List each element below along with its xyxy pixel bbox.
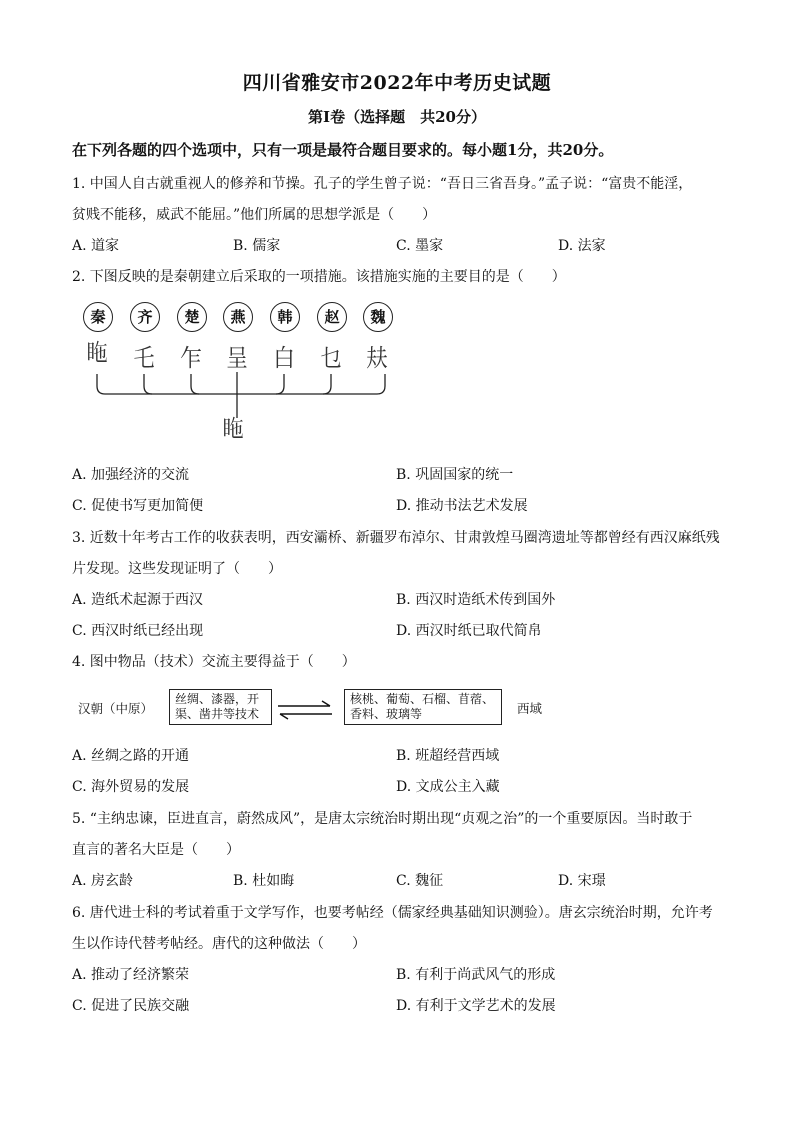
label-han-central: 汉朝（中原） bbox=[78, 701, 154, 716]
label-western-regions: 西域 bbox=[517, 701, 543, 716]
box-han-goods-line-2: 渠、凿井等技术 bbox=[175, 707, 260, 721]
q6-line-2: 生以作诗代替考帖经。唐代的这种做法（ ） bbox=[72, 936, 366, 952]
state-qi: 齐 bbox=[130, 302, 160, 332]
q5-option-a: A. 房玄龄 bbox=[72, 873, 134, 889]
state-yan: 燕 bbox=[223, 302, 253, 332]
state-chu: 楚 bbox=[177, 302, 207, 332]
section-subtitle: 第Ⅰ卷（选择题 共20分） bbox=[308, 108, 486, 126]
q6-option-d: D. 有利于文学艺术的发展 bbox=[396, 998, 556, 1014]
q3-option-d: D. 西汉时纸已取代简帛 bbox=[396, 623, 542, 639]
instructions: 在下列各题的四个选项中，只有一项是最符合题目要求的。每小题1分，共20分。 bbox=[72, 141, 614, 159]
q1-line-2: 贫贱不能移，威武不能屈。”他们所属的思想学派是（ ） bbox=[72, 207, 437, 223]
q1-option-b: B. 儒家 bbox=[233, 238, 281, 254]
q1-option-a: A. 道家 bbox=[72, 238, 120, 254]
q6-line-1: 6. 唐代进士科的考试着重于文学写作，也要考帖经（儒家经典基础知识测验）。唐玄宗统治时期，允许考 bbox=[72, 905, 713, 921]
q1-line-1: 1. 中国人自古就重视人的修养和节操。孔子的学生曾子说：“吾日三省吾身。”孟子说：“富贵不能淫， bbox=[72, 176, 693, 192]
glyph-qin: 𥅓 bbox=[86, 339, 108, 367]
q2-figure-script-unification bbox=[75, 300, 405, 460]
q6-option-c: C. 促进了民族交融 bbox=[72, 998, 190, 1014]
state-wei: 魏 bbox=[363, 302, 393, 332]
page-title: 四川省雅安市2022年中考历史试题 bbox=[242, 72, 552, 94]
glyph-wei: 㚘 bbox=[366, 344, 388, 372]
q2-option-d: D. 推动书法艺术发展 bbox=[396, 498, 528, 514]
q2-option-c: C. 促使书写更加简便 bbox=[72, 498, 204, 514]
q2-option-b: B. 巩固国家的统一 bbox=[396, 467, 514, 483]
glyph-zhao: 乜 bbox=[320, 344, 342, 372]
q5-option-c: C. 魏征 bbox=[396, 873, 444, 889]
box-western-goods-line-2: 香料、玻璃等 bbox=[350, 707, 423, 721]
box-western-goods bbox=[344, 689, 502, 725]
q3-option-b: B. 西汉时造纸术传到国外 bbox=[396, 592, 556, 608]
box-han-goods-line-1: 丝绸、漆器，开 bbox=[175, 692, 260, 706]
q3-line-2: 片发现。这些发现证明了（ ） bbox=[72, 561, 282, 577]
state-zhao: 赵 bbox=[317, 302, 347, 332]
glyph-chu: 乍 bbox=[180, 344, 202, 372]
box-han-goods bbox=[169, 689, 272, 725]
q5-line-1: 5. “主纳忠谏，臣进直言，蔚然成风”，是唐太宗统治时期出现“贞观之治”的一个重要原因。当时敢于 bbox=[72, 811, 693, 827]
q4-option-d: D. 文成公主入藏 bbox=[396, 779, 500, 795]
q2-line-1: 2. 下图反映的是秦朝建立后采取的一项措施。该措施实施的主要目的是（ ） bbox=[72, 269, 566, 285]
state-qin: 秦 bbox=[83, 302, 113, 332]
q4-line-1: 4. 图中物品（技术）交流主要得益于（ ） bbox=[72, 654, 356, 670]
q3-option-a: A. 造纸术起源于西汉 bbox=[72, 592, 204, 608]
q5-option-b: B. 杜如晦 bbox=[233, 873, 295, 889]
q4-option-b: B. 班超经营西域 bbox=[396, 748, 500, 764]
q4-figure-exchange bbox=[72, 686, 572, 730]
glyph-unified-qin: 𥅓 bbox=[222, 415, 244, 443]
box-western-goods-line-1: 核桃、葡萄、石榴、苜蓿、 bbox=[350, 692, 495, 706]
q5-line-2: 直言的著名大臣是（ ） bbox=[72, 842, 240, 858]
q5-option-d: D. 宋璟 bbox=[558, 873, 606, 889]
q4-option-c: C. 海外贸易的发展 bbox=[72, 779, 190, 795]
q4-option-a: A. 丝绸之路的开通 bbox=[72, 748, 190, 764]
q3-line-1: 3. 近数十年考古工作的收获表明，西安灞桥、新疆罗布淖尔、甘肃敦煌马圈湾遗址等都曾经有西汉麻纸残 bbox=[72, 530, 720, 546]
q6-option-b: B. 有利于尚武风气的形成 bbox=[396, 967, 556, 983]
q1-option-c: C. 墨家 bbox=[396, 238, 444, 254]
glyph-yan: 呈 bbox=[226, 344, 248, 372]
exchange-arrows-icon bbox=[276, 700, 336, 720]
q2-option-a: A. 加强经济的交流 bbox=[72, 467, 190, 483]
state-han: 韩 bbox=[270, 302, 300, 332]
q6-option-a: A. 推动了经济繁荣 bbox=[72, 967, 190, 983]
q3-option-c: C. 西汉时纸已经出现 bbox=[72, 623, 204, 639]
glyph-han: 白 bbox=[273, 344, 295, 372]
glyph-qi: 乇 bbox=[133, 344, 155, 372]
q1-option-d: D. 法家 bbox=[558, 238, 606, 254]
